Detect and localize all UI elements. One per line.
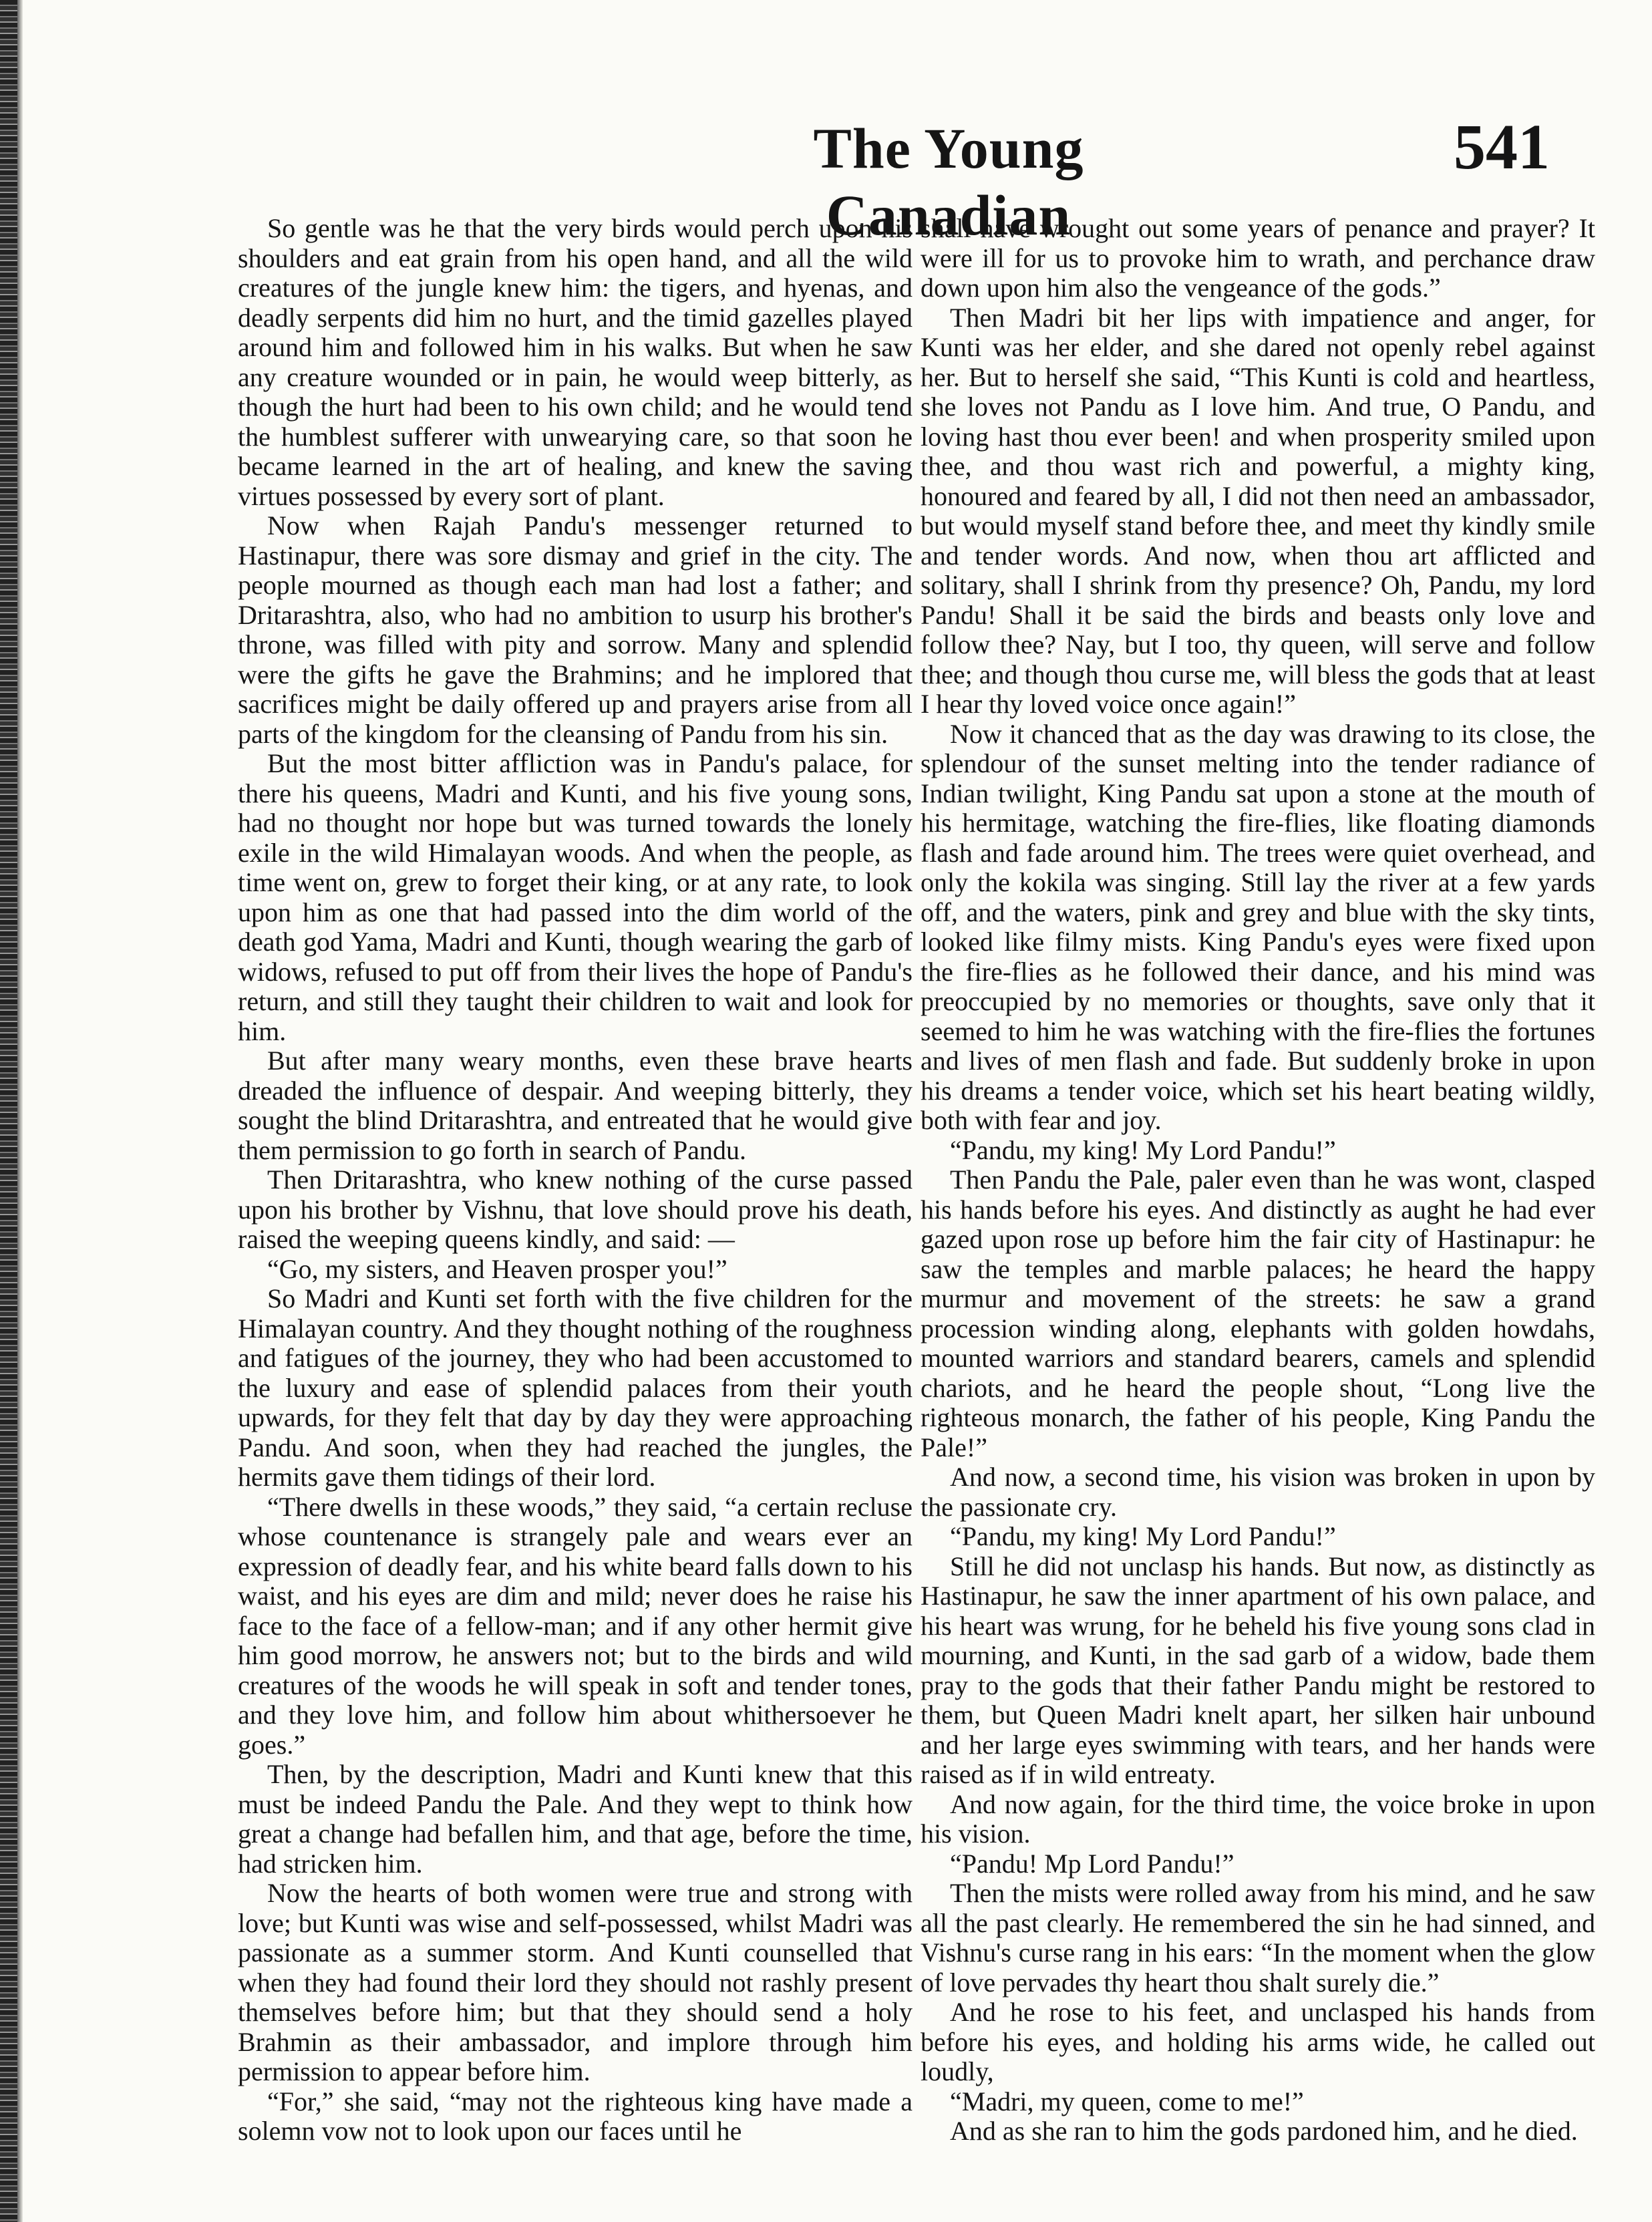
paragraph: And now, a second time, his vision was broken in upon by the passionate cry. xyxy=(921,1462,1595,1522)
paragraph: And he rose to his feet, and unclasped his hands from before his eyes, and holding his arms wide, he called out loudly, xyxy=(921,1997,1595,2086)
paragraph: Then the mists were rolled away from his mind, and he saw all the past clearly. He remembered the sin he had sinned, and Vishnu's curse rang in his ears: “In the moment when the glow of love pervades thy heart thou shalt surely die.” xyxy=(921,1878,1595,1998)
paragraph: “Pandu, my king! My Lord Pandu!” xyxy=(950,1134,1336,1165)
paragraph: Now it chanced that as the day was drawing to its close, the splendour of the sunset melting into the tender radiance of Indian twilight, King Pandu sat upon a stone at the mouth of his hermitage, watching the fire-flies, like floating diamonds flash and fade around him. The trees were quiet overhead, and only the kokila was singing. Still lay the river at a few yards off, and the waters, pink and grey and blue with the sky tints, looked like filmy mists. King Pandu's eyes were fixed upon the fire-flies as he followed their dance, and his mind was preoccupied by no memories or thoughts, save only that it seemed to him he was watching with the fire-flies the fortunes and lives of men flash and fade. But suddenly broke in upon his dreams a tender voice, which set his heart beating wildly, both with fear and joy. xyxy=(921,718,1595,1135)
paragraph: Still he did not unclasp his hands. But now, as distinctly as Hastinapur, he saw the inner apartment of his own palace, and his heart was wrung, for he beheld his five young sons clad in mourning, and Kunti, in the sad garb of a widow, bade them pray to the gods that their father Pandu might be restored to them, but Queen Madri knelt apart, her silken hair unbound and her large eyes swimming with tears, and her hands were raised as if in wild entreaty. xyxy=(921,1551,1595,1789)
paragraph: “Pandu! Mp Lord Pandu!” xyxy=(950,1848,1234,1879)
paragraph: Then, by the description, Madri and Kunti knew that this must be indeed Pandu the Pale. And they wept to think how great a change had befallen him, and that age, before the time, had stricken him. xyxy=(238,1759,913,1879)
paragraph: And now again, for the third time, the voice broke in upon his vision. xyxy=(921,1788,1595,1849)
paragraph: Then Pandu the Pale, paler even than he was wont, clasped his hands before his eyes. And distinctly as aught he had ever gazed upon rose up before him the fair city of Hastinapur: he saw the temples and marble palaces; he heard the happy murmur and movement of the streets: he saw a grand procession winding along, elephants with golden howdahs, mounted warriors and standard bearers, camels and splendid chariots, and he heard the people shout, “Long live the righteous monarch, the father of his people, King Pandu the Pale!” xyxy=(921,1164,1595,1462)
paragraph: But the most bitter affliction was in Pandu's palace, for there his queens, Madri and Kunti, and his five young sons, had no thought nor hope but was turned towards the lonely exile in the wild Himalayan woods. And when the people, as time went on, grew to forget their king, or at any rate, to look upon him as one that had passed into the dim world of the death god Yama, Madri and Kunti, though wearing the garb of widows, refused to put off from their lives the hope of Pandu's return, and still they taught their children to wait and look for him. xyxy=(238,748,913,1046)
page-number: 541 xyxy=(1454,111,1550,182)
paragraph: “For,” she said, “may not the righteous king have made a solemn vow not to look upon our faces until he xyxy=(238,2086,913,2146)
paragraph: Then Madri bit her lips with impatience and anger, for Kunti was her elder, and she dared not openly rebel against her. But to herself she said, “This Kunti is cold and heartless, she loves not Pandu as I love him. And true, O Pandu, and loving hast thou ever been! and when prosperity smiled upon thee, and thou wast rich and powerful, a mighty king, honoured and feared by all, I did not then need an ambassador, but would myself stand before thee, and meet thy kindly smile and tender words. And now, when thou art afflicted and solitary, shall I shrink from thy presence? Oh, Pandu, my lord Pandu! Shall it be said the birds and beasts only love and follow thee? Nay, but I too, thy queen, will serve and follow thee; and though thou curse me, will bless the gods that at least I hear thy loved voice once again!” xyxy=(921,302,1595,719)
page-title: The Young Canadian xyxy=(813,116,1084,247)
paragraph: Now when Rajah Pandu's messenger returned to Hastinapur, there was sore dismay and grief in the city. The people mourned as though each man had lost a father; and Dritarashtra, also, who had no ambition to usurp his brother's throne, was filled with pity and sorrow. Many and splendid were the gifts he gave the Brahmins; and he implored that sacrifices might be daily offered up and prayers arise from all parts of the kingdom for the cleansing of Pandu from his sin. xyxy=(238,510,913,749)
binding-edge xyxy=(0,0,17,2222)
paragraph: Now the hearts of both women were true and strong with love; but Kunti was wise and self-possessed, whilst Madri was passionate as a summer storm. And Kunti counselled that when they had found their lord they should not rashly present themselves before him; but that they should send a holy Brahmin as their ambassador, and implore through him permission to appear before him. xyxy=(238,1878,913,2086)
paragraph: But after many weary months, even these brave hearts dreaded the influence of despair. And weeping bitterly, they sought the blind Dritarashtra, and entreated that he would give them permission to go forth in search of Pandu. xyxy=(238,1046,913,1165)
paragraph: “Pandu, my king! My Lord Pandu!” xyxy=(950,1521,1336,1551)
paragraph: So Madri and Kunti set forth with the five children for the Himalayan country. And they thought nothing of the roughness and fatigues of the journey, they who had been accustomed to the luxury and ease of splendid palaces from their youth upwards, for they felt that day by day they were approaching Pandu. And soon, when they had reached the jungles, the hermits gave them tidings of their lord. xyxy=(238,1283,913,1492)
text-column-right xyxy=(921,214,1595,2147)
binding-shadow xyxy=(17,0,23,2222)
paragraph: “Madri, my queen, come to me!” xyxy=(950,2086,1304,2116)
paragraph: So gentle was he that the very birds would perch upon his shoulders and eat grain from his open hand, and all the wild creatures of the jungle knew him: the tigers, and hyenas, and deadly serpents did him no hurt, and the timid gazelles played around him and followed him in his walks. But when he saw any creature wounded or in pain, he would weep bitterly, as though the hurt had been to his own child; and he would tend the humblest sufferer with unwearying care, so that soon he became learned in the art of healing, and knew the saving virtues possessed by every sort of plant. xyxy=(238,213,913,511)
paragraph: “Go, my sisters, and Heaven prosper you!” xyxy=(267,1253,727,1284)
paragraph: Then Dritarashtra, who knew nothing of the curse passed upon his brother by Vishnu, that love should prove his death, raised the weeping queens kindly, and said: — xyxy=(238,1164,913,1254)
paragraph: “There dwells in these woods,” they said, “a certain recluse whose countenance is strangely pale and wears ever an expression of deadly fear, and his white beard falls down to his waist, and his eyes are dim and mild; never does he raise his face to the face of a fellow-man; and if any other hermit give him good morrow, he answers not; but to the birds and wild creatures of the woods he will speak in soft and tender tones, and they love him, and follow him about whithersoever he goes.” xyxy=(238,1491,913,1760)
paragraph: shall have wrought out some years of penance and prayer? It were ill for us to provoke him to wrath, and perchance draw down upon him also the vengeance of the gods.” xyxy=(921,213,1595,303)
paragraph: And as she ran to him the gods pardoned him, and he died. xyxy=(950,2116,1578,2146)
text-column-left xyxy=(238,214,913,2147)
